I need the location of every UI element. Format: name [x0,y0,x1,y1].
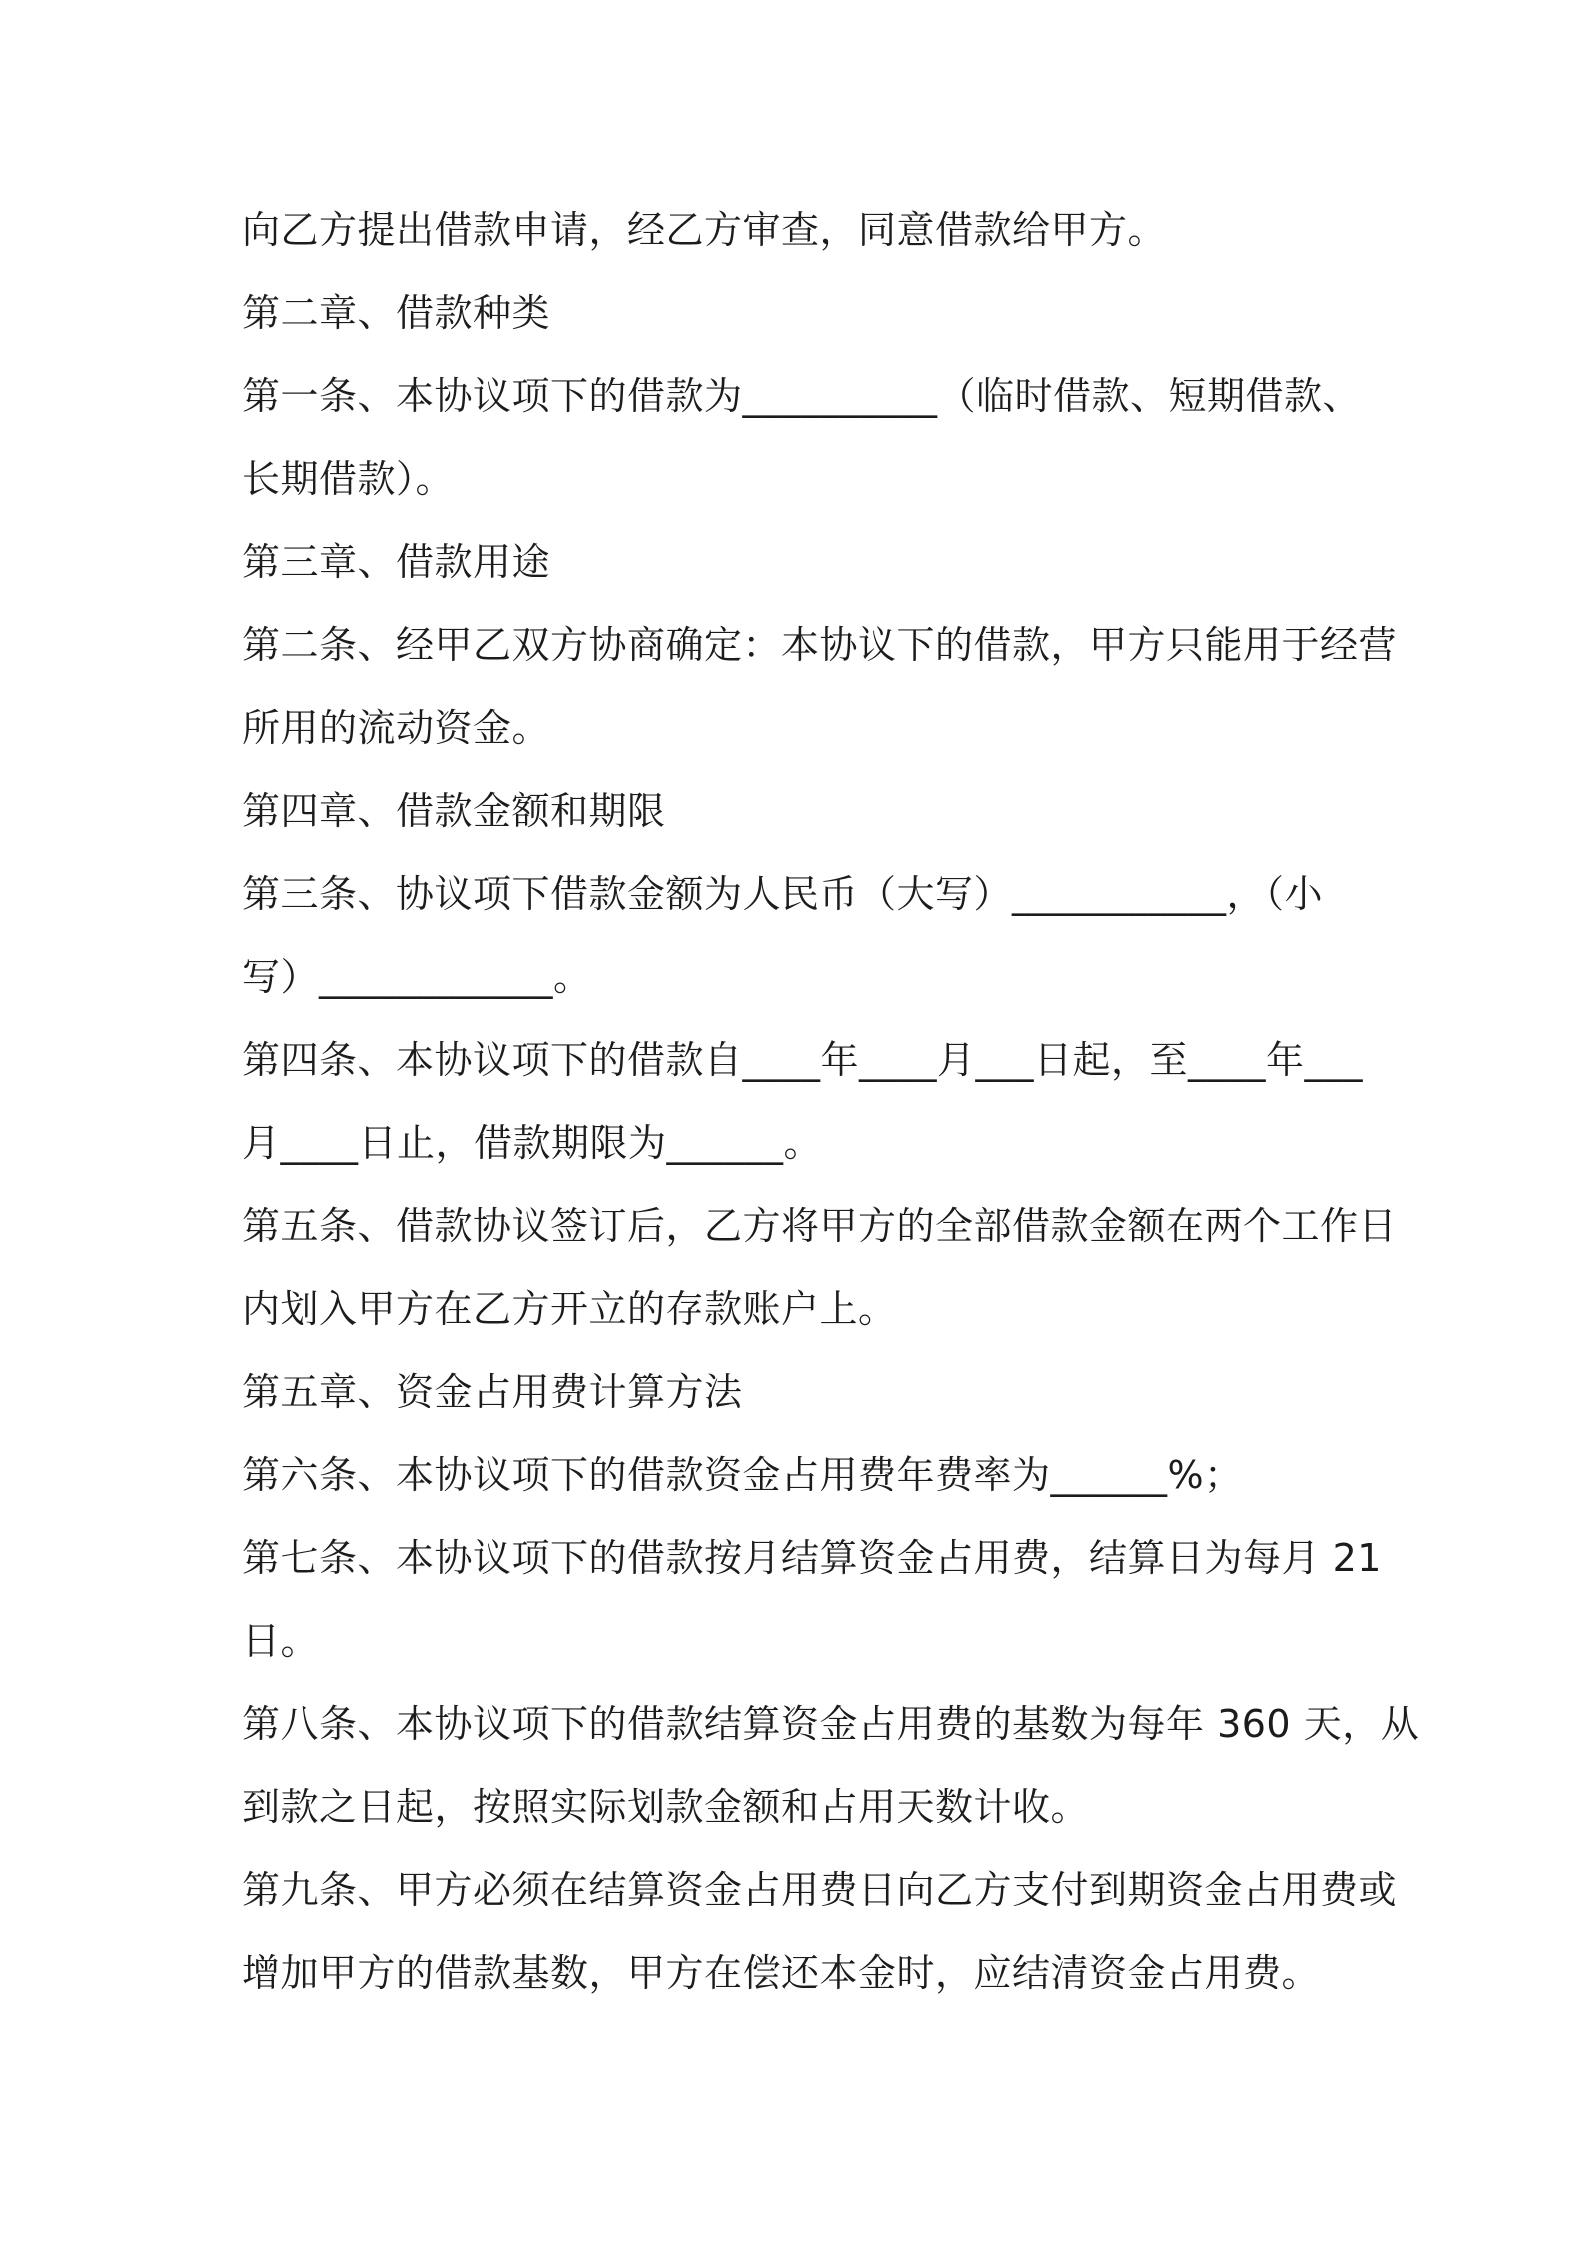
text-line: 所用的流动资金。 [242,706,551,750]
text-line: 第四条、本协议项下的借款自____年____月___日起，至____年___ [242,1038,1364,1082]
text-line: 日。 [242,1619,320,1663]
chapter-heading: 第三章、借款用途 [242,540,551,584]
chapter-heading: 第二章、借款种类 [242,291,551,335]
text-line: 第三条、协议项下借款金额为人民币（大写）___________，（小 [242,872,1324,916]
text-line: 第一条、本协议项下的借款为__________（临时借款、短期借款、 [242,374,1362,418]
text-line: 第五条、借款协议签订后，乙方将甲方的全部借款金额在两个工作日 [242,1204,1398,1248]
text-line: 第七条、本协议项下的借款按月结算资金占用费，结算日为每月 21 [242,1536,1382,1580]
text-line: 第九条、甲方必须在结算资金占用费日向乙方支付到期资金占用费或 [242,1868,1398,1912]
text-line: 向乙方提出借款申请，经乙方审查，同意借款给甲方。 [242,208,1167,252]
text-line: 长期借款）。 [242,457,455,501]
text-line: 增加甲方的借款基数，甲方在偿还本金时，应结清资金占用费。 [242,1951,1321,1995]
text-line: 写）____________。 [242,955,592,999]
text-line: 第八条、本协议项下的借款结算资金占用费的基数为每年 360 天，从 [242,1702,1420,1746]
chapter-heading: 第四章、借款金额和期限 [242,789,666,833]
text-line: 月____日止，借款期限为______。 [242,1121,823,1165]
text-line: 第二条、经甲乙双方协商确定：本协议下的借款，甲方只能用于经营 [242,623,1398,667]
text-line: 到款之日起，按照实际划款金额和占用天数计收。 [242,1785,1090,1829]
text-line: 内划入甲方在乙方开立的存款账户上。 [242,1287,897,1331]
text-line: 第六条、本协议项下的借款资金占用费年费率为______%； [242,1453,1243,1497]
chapter-heading: 第五章、资金占用费计算方法 [242,1370,743,1414]
